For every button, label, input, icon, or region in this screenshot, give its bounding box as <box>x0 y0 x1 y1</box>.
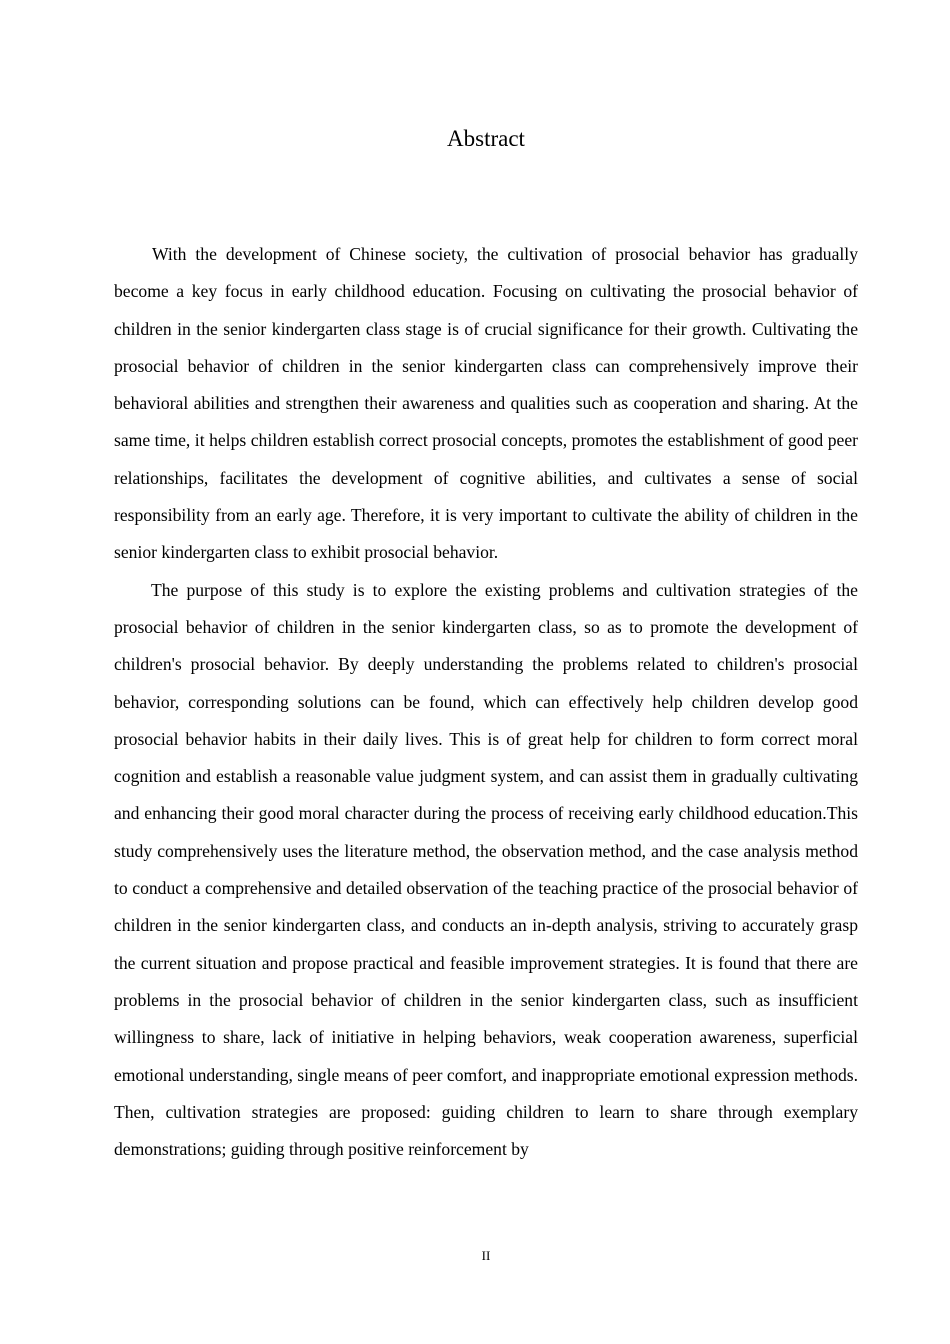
page-number: II <box>481 1248 491 1263</box>
abstract-title: Abstract <box>447 126 525 151</box>
abstract-paragraph-1: With the development of Chinese society, the cultivation of prosocial behavior has gradually become a key focus in early childhood education. Focusing on cultivating the prosocial behavior of children in the senior kindergarten class stage is of crucial significance for their growth. Cultivating the prosocial behavior of children in the senior kindergarten class can comprehensively improve their behavioral abilities and strengthen their awareness and qualities such as cooperation and sharing. At the same time, it helps children establish correct prosocial concepts, promotes the establishment of good peer relationships, facilitates the development of cognitive abilities, and cultivates a sense of social responsibility from an early age. Therefore, it is very important to cultivate the ability of children in the senior kindergarten class to exhibit prosocial behavior. <box>114 244 858 563</box>
abstract-body <box>114 236 858 1168</box>
abstract-paragraph-2: The purpose of this study is to explore the existing problems and cultivation strategies of the prosocial behavior of children in the senior kindergarten class, so as to promote the development of children's prosocial behavior. By deeply understanding the problems related to children's prosocial behavior, corresponding solutions can be found, which can effectively help children develop good prosocial behavior habits in their daily lives. This is of great help for children to form correct moral cognition and establish a reasonable value judgment system, and can assist them in gradually cultivating and enhancing their good moral character during the process of receiving early childhood education.This study comprehensively uses the literature method, the observation method, and the case analysis method to conduct a comprehensive and detailed observation of the teaching practice of the prosocial behavior of children in the senior kindergarten class, and conducts an in-depth analysis, striving to accurately grasp the current situation and propose practical and feasible improvement strategies. It is found that there are problems in the prosocial behavior of children in the senior kindergarten class, such as insufficient willingness to share, lack of initiative in helping behaviors, weak cooperation awareness, superficial emotional understanding, single means of peer comfort, and inappropriate emotional expression methods. Then, cultivation strategies are proposed: guiding children to learn to share through exemplary demonstrations; guiding through positive reinforcement by <box>114 579 858 1160</box>
